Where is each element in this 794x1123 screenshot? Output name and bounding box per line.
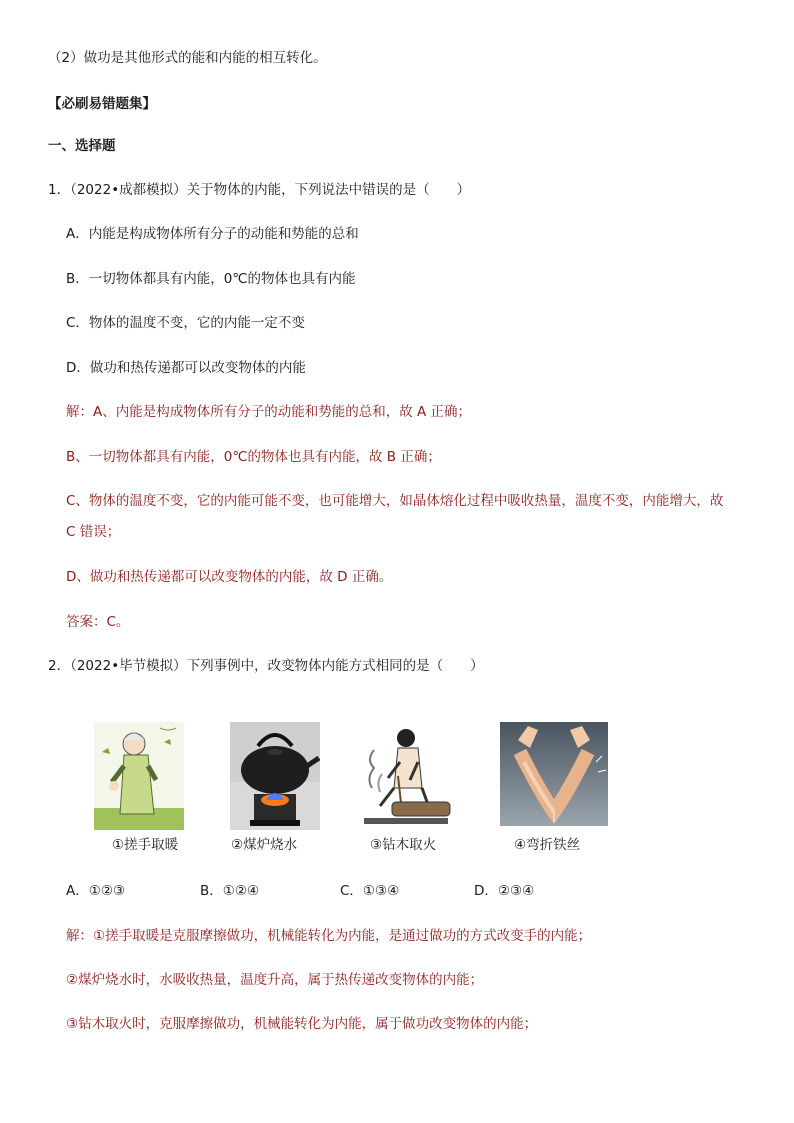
q2-solution-line: ③钻木取火时，克服摩擦做功，机械能转化为内能，属于做功改变物体的内能； <box>66 1016 538 1032</box>
q1-solution-line: B、一切物体都具有内能，0℃的物体也具有内能，故 B 正确； <box>66 449 441 465</box>
q1-solution-line: D、做功和热传递都可以改变物体的内能，故 D 正确。 <box>66 569 393 585</box>
q2-solution-line: 解：①搓手取暖是克服摩擦做功，机械能转化为内能，是通过做功的方式改变手的内能； <box>66 928 592 944</box>
intro-line: （2）做功是其他形式的能和内能的相互转化。 <box>48 50 327 66</box>
q2-option-c: C．①③④ <box>340 883 400 899</box>
bend-wire-image <box>500 722 608 826</box>
q2-option-d: D．②③④ <box>474 883 535 899</box>
q1-solution-line: C 错误； <box>66 524 121 540</box>
section-title: 【必刷易错题集】 <box>48 96 156 112</box>
q1-solution-line: 解：A、内能是构成物体所有分子的动能和势能的总和，故 A 正确； <box>66 404 472 420</box>
image-caption: ①搓手取暖 <box>112 837 179 853</box>
q1-option-d: D．做功和热传递都可以改变物体的内能 <box>66 360 306 376</box>
q1-solution-line: C、物体的温度不变，它的内能可能不变，也可能增大，如晶体熔化过程中吸收热量，温度不变，内能增大，故 <box>66 493 724 509</box>
q1-option-c: C．物体的温度不变，它的内能一定不变 <box>66 315 305 331</box>
kettle-stove-image <box>230 722 320 830</box>
q1-stem: 1．（2022•成都模拟）关于物体的内能，下列说法中错误的是（ ） <box>48 182 471 198</box>
part-title: 一、选择题 <box>48 138 116 154</box>
image-caption: ③钻木取火 <box>370 837 437 853</box>
q1-option-a: A．内能是构成物体所有分子的动能和势能的总和 <box>66 226 359 242</box>
drill-fire-image <box>358 722 454 830</box>
q1-answer: 答案：C。 <box>66 614 130 630</box>
q2-solution-line: ②煤炉烧水时，水吸收热量，温度升高，属于热传递改变物体的内能； <box>66 972 484 988</box>
image-caption: ④弯折铁丝 <box>514 837 581 853</box>
q2-stem: 2．（2022•毕节模拟）下列事例中，改变物体内能方式相同的是（ ） <box>48 658 484 674</box>
q2-option-b: B．①②④ <box>200 883 260 899</box>
q2-option-a: A．①②③ <box>66 883 126 899</box>
q1-option-b: B．一切物体都具有内能，0℃的物体也具有内能 <box>66 271 356 287</box>
image-caption: ②煤炉烧水 <box>231 837 298 853</box>
rubbing-hands-image <box>94 722 184 830</box>
